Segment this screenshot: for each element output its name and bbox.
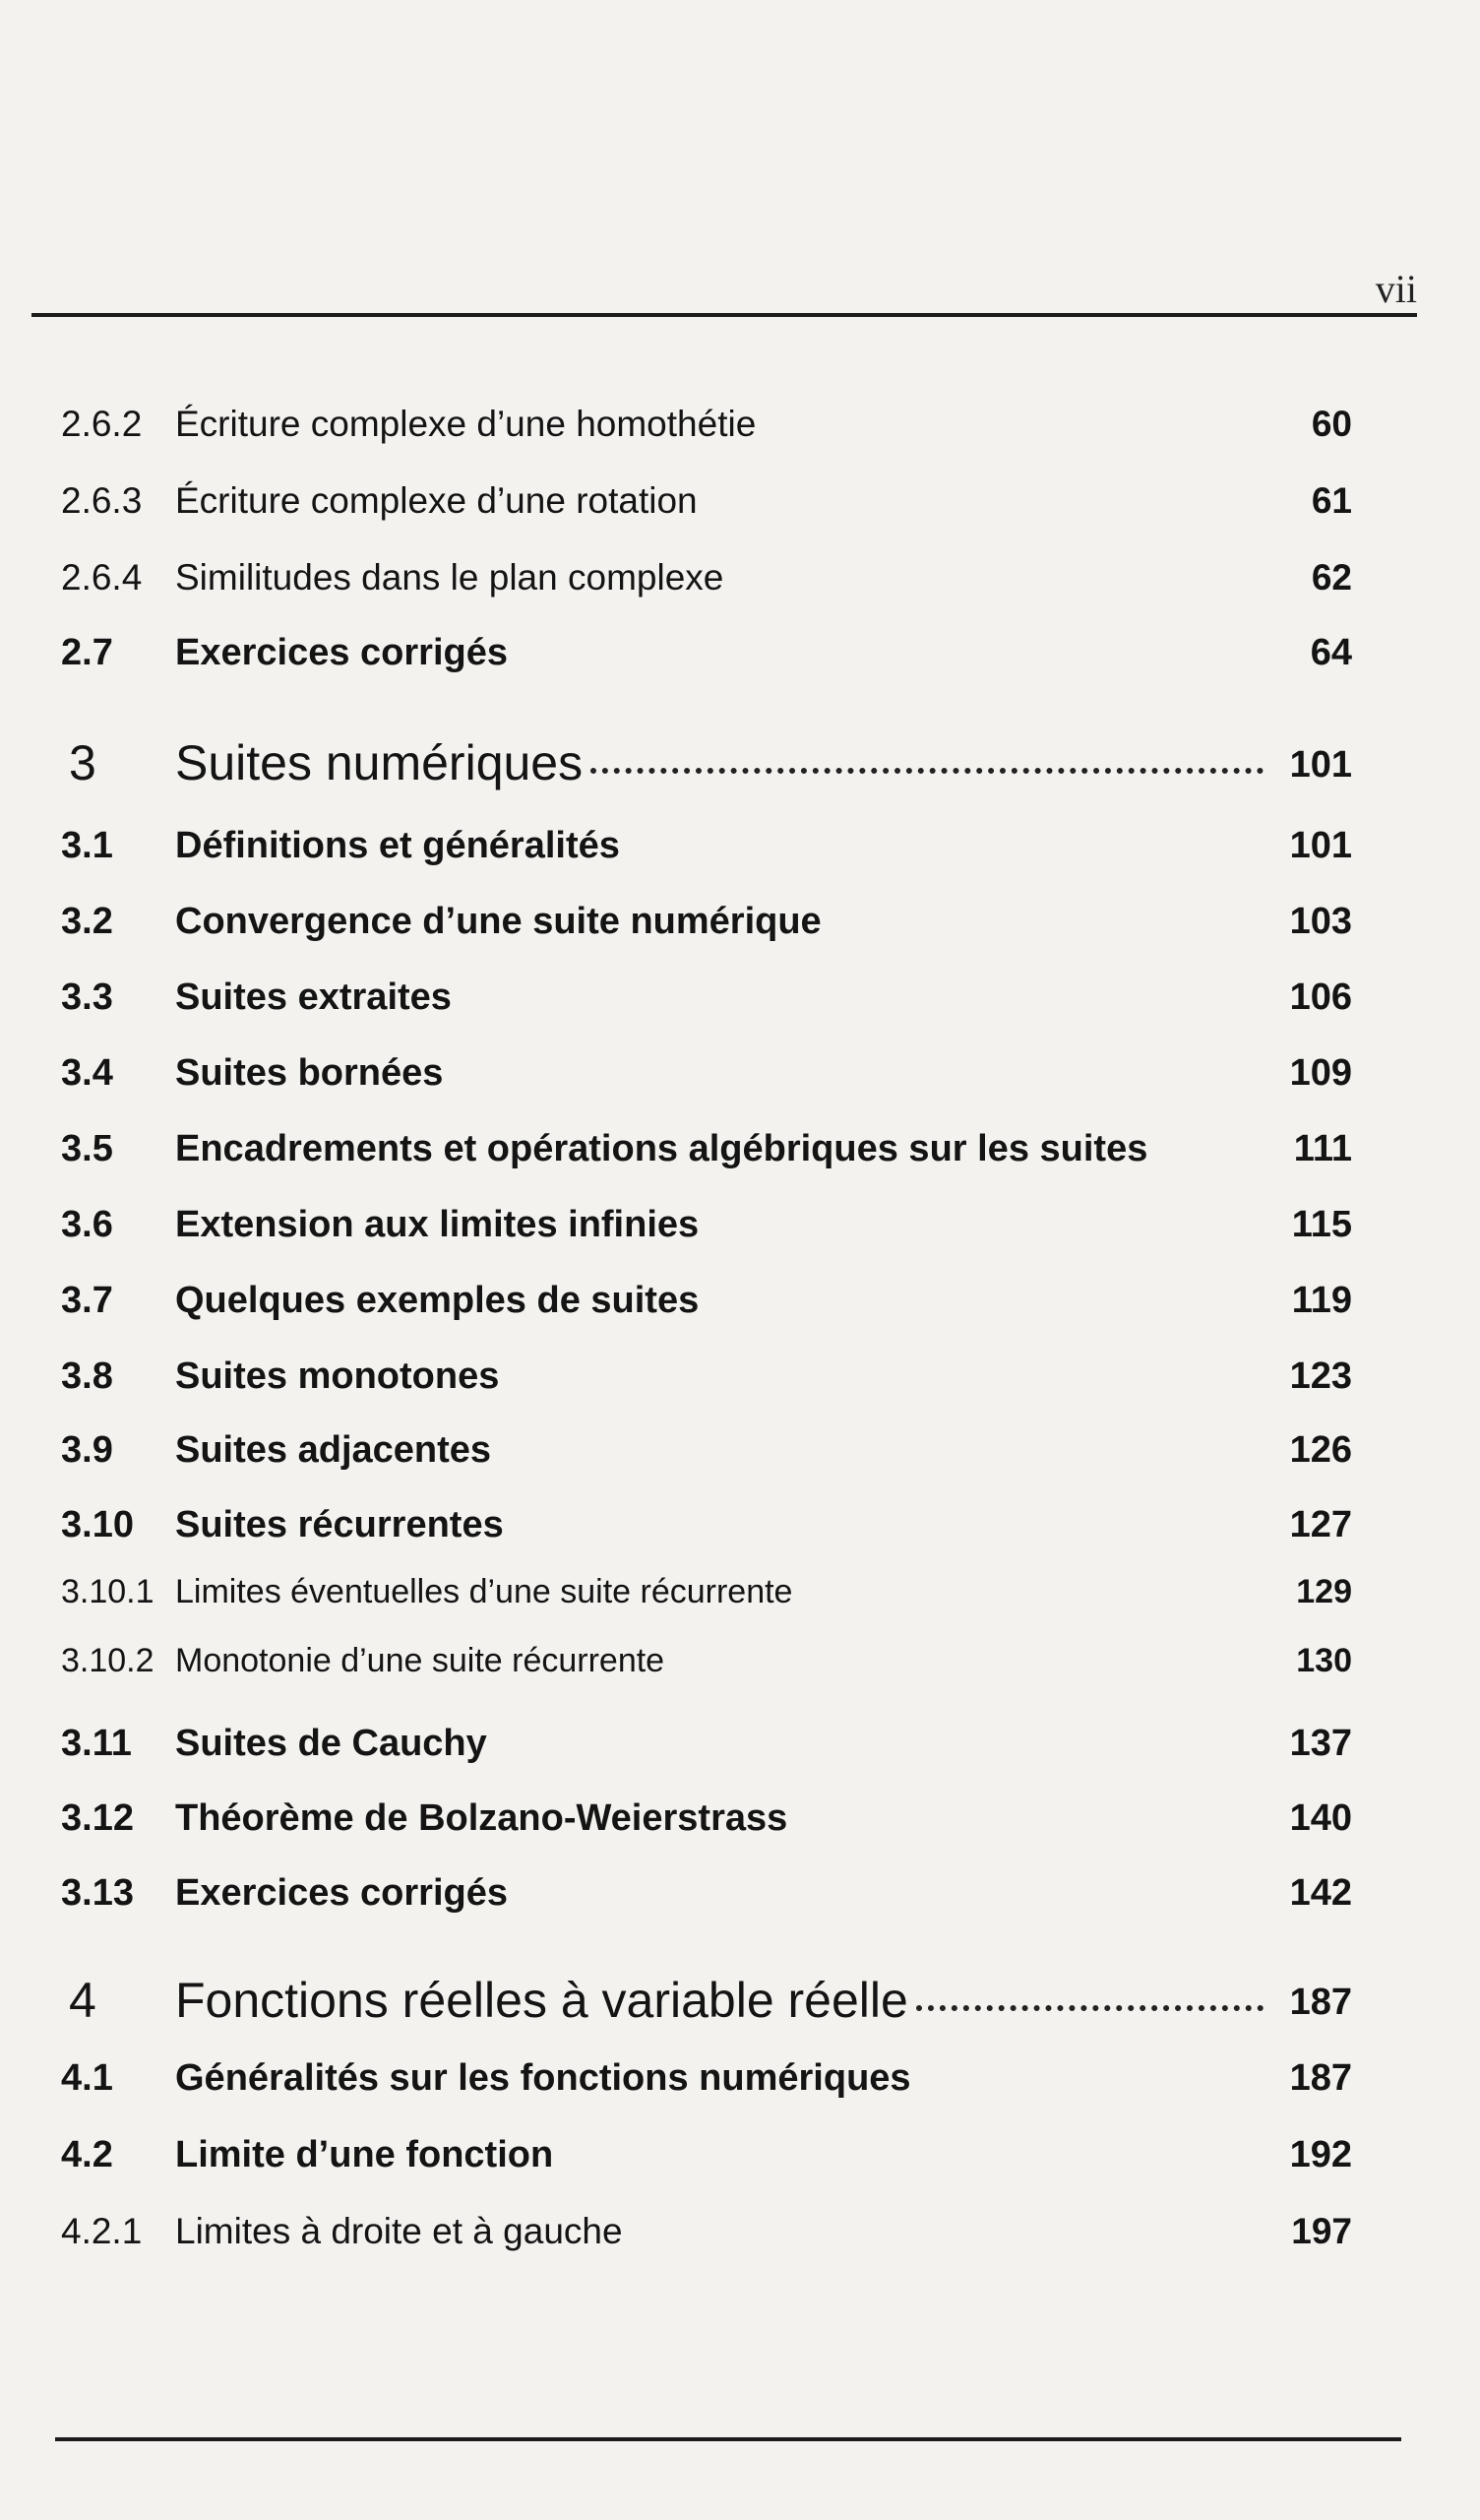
entry-page: 127: [1289, 1504, 1352, 1545]
entry-number: 4.2.1: [61, 2211, 143, 2251]
entry-page: 142: [1289, 1872, 1352, 1914]
entry-page: 119: [1291, 1280, 1352, 1321]
entry-page: 60: [1311, 404, 1352, 444]
entry-title: Monotonie d’une suite récurrente: [175, 1642, 665, 1679]
entry-number: 3.1: [61, 825, 113, 866]
entry-page: 101: [1289, 825, 1352, 866]
footer-rule: [55, 2437, 1401, 2441]
entry-title: Écriture complexe d’une homothétie: [175, 404, 757, 444]
entry-page: 109: [1289, 1052, 1352, 1094]
entry-title: Exercices corrigés: [175, 1872, 509, 1914]
entry-number: 3.6: [61, 1204, 113, 1245]
dot-leader: [590, 768, 1264, 774]
entry-number: 3.10.2: [61, 1642, 154, 1679]
entry-number: 3.7: [61, 1280, 113, 1321]
entry-title: Généralités sur les fonctions numériques: [175, 2057, 911, 2099]
entry-page: 62: [1311, 557, 1352, 598]
entry-page: 187: [1289, 2057, 1352, 2099]
entry-page: 192: [1289, 2134, 1352, 2175]
entry-title: Similitudes dans le plan complexe: [175, 557, 724, 598]
entry-title: Définitions et généralités: [175, 825, 620, 866]
entry-page: 123: [1289, 1355, 1352, 1397]
entry-number: 3.10: [61, 1504, 134, 1545]
entry-page: 111: [1293, 1128, 1352, 1169]
entry-page: 129: [1296, 1573, 1352, 1610]
entry-number: 3.12: [61, 1797, 134, 1839]
chapter-title: Fonctions réelles à variable réelle: [175, 1973, 908, 2028]
entry-title: Encadrements et opérations algébriques sur les suites: [175, 1128, 1148, 1169]
entry-page: 115: [1291, 1204, 1352, 1245]
entry-title: Suites de Cauchy: [175, 1723, 487, 1764]
entry-page: 64: [1310, 632, 1352, 673]
entry-number: 3.13: [61, 1872, 134, 1914]
entry-title: Quelques exemples de suites: [175, 1280, 700, 1321]
entry-page: 137: [1289, 1723, 1352, 1764]
entry-title: Théorème de Bolzano-Weierstrass: [175, 1797, 788, 1839]
entry-title: Suites bornées: [175, 1052, 444, 1094]
entry-title: Limites à droite et à gauche: [175, 2211, 623, 2251]
page-number: vii: [1375, 267, 1417, 311]
entry-page: 140: [1289, 1797, 1352, 1839]
entry-number: 2.6.4: [61, 557, 143, 598]
entry-title: Convergence d’une suite numérique: [175, 901, 822, 942]
entry-number: 3.2: [61, 901, 113, 942]
entry-number: 3.11: [61, 1723, 132, 1764]
entry-page: 197: [1291, 2211, 1352, 2251]
entry-number: 3.8: [61, 1355, 113, 1397]
entry-page: 103: [1289, 901, 1352, 942]
entry-page: 126: [1289, 1429, 1352, 1471]
entry-number: 3.5: [61, 1128, 113, 1169]
dot-leader: [916, 2005, 1264, 2011]
entry-title: Extension aux limites infinies: [175, 1204, 700, 1245]
entry-number: 2.7: [61, 632, 113, 673]
entry-title: Exercices corrigés: [175, 632, 509, 673]
entry-page: 61: [1311, 480, 1352, 521]
entry-title: Suites adjacentes: [175, 1429, 492, 1471]
entry-number: 2.6.2: [61, 404, 143, 444]
entry-number: 2.6.3: [61, 480, 143, 521]
entry-number: 3.9: [61, 1429, 113, 1471]
entry-title: Suites monotones: [175, 1355, 500, 1397]
entry-title: Limite d’une fonction: [175, 2134, 554, 2175]
entry-number: 4.2: [61, 2134, 113, 2175]
entry-title: Suites récurrentes: [175, 1504, 504, 1545]
chapter-number: 4: [69, 1973, 96, 2028]
toc-chapter[interactable]: [0, 734, 1480, 793]
entry-title: Limites éventuelles d’une suite récurrente: [175, 1573, 793, 1610]
entry-number: 3.4: [61, 1052, 113, 1094]
chapter-page: 101: [1289, 744, 1352, 786]
entry-number: 3.3: [61, 976, 113, 1018]
toc-chapter[interactable]: [0, 1972, 1480, 2031]
chapter-number: 3: [69, 735, 96, 790]
entry-title: Écriture complexe d’une rotation: [175, 480, 698, 521]
entry-page: 106: [1289, 976, 1352, 1018]
entry-page: 130: [1296, 1642, 1352, 1679]
entry-number: 3.10.1: [61, 1573, 154, 1610]
entry-number: 4.1: [61, 2057, 113, 2099]
chapter-page: 187: [1289, 1982, 1352, 2023]
entry-title: Suites extraites: [175, 976, 452, 1018]
chapter-title: Suites numériques: [175, 735, 584, 790]
